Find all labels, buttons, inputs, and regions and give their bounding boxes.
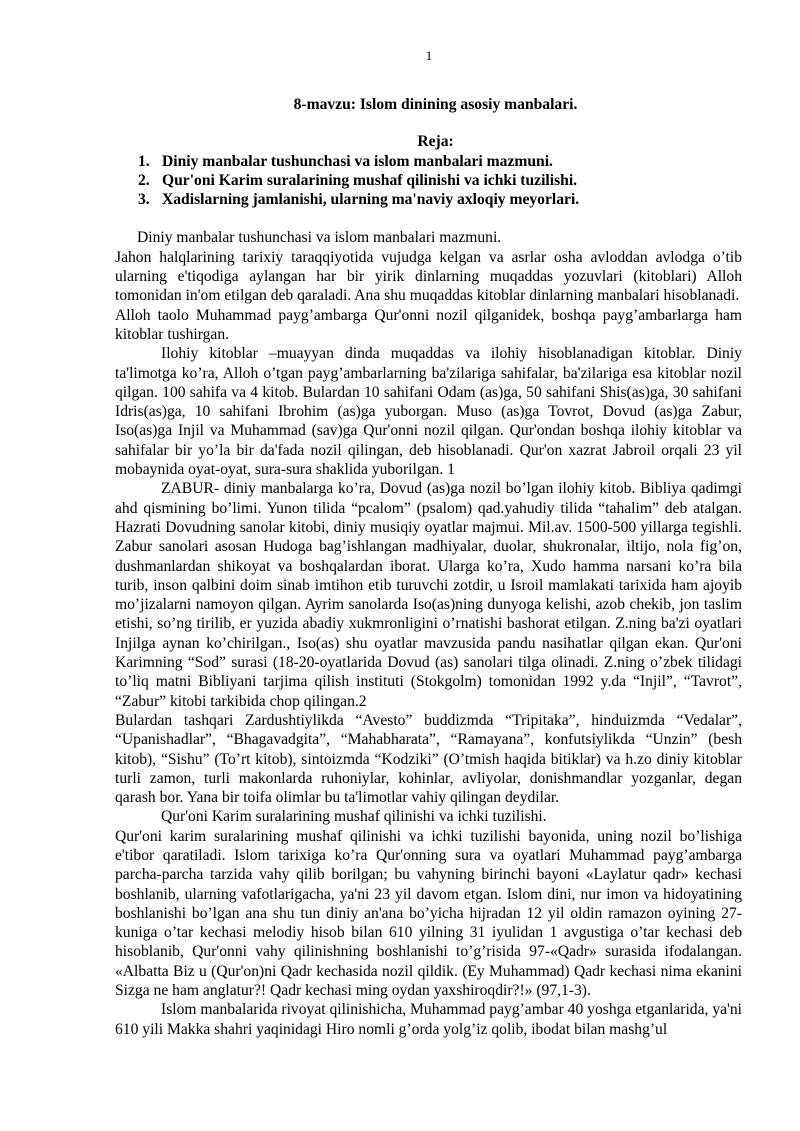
section-heading: Diniy manbalar tushunchasi va islom manbalari mazmuni. <box>137 229 502 247</box>
topic-title: 8-mavzu: Islom dinining asosiy manbalari. <box>293 96 578 113</box>
plan-item-number: 1. <box>138 152 150 170</box>
body-paragraph: Ilohiy kitoblar –muayyan dinda muqaddas va ilohiy hisoblanadigan kitoblar. Diniy ta'limotga ko’ra, Alloh o’tgan payg’ambarlarning ba'zilariga sahifalar, ba'zilariga esa kitoblar nozil qilgan. 100 sahifa va 4 kitob. Bulardan 10 sahifani Odam (as)ga, 50 sahifani Shis(as)ga, 30 sahifani Idris(as)ga, 10 sahifani Ibrohim (as)ga yuborgan. Muso (as)ga Tovrot, Dovud (as)ga Zabur, Iso(as)ga Injil va Muhammad (sav)ga Qur'onni nozil qilgan. Qur'ondan boshqa ilohiy kitoblar va sahifalar bir yo’la bir da'fada nozil qilingan, deb hisoblanadi. Qur'on xazrat Jabroil orqali 23 yil mobaynida oyat-oyat, sura-sura shaklida yuborilgan. 1 <box>115 345 742 479</box>
plan-item-text: Xadislarning jamlanishi, ularning ma'naviy axloqiy meyorlari. <box>162 191 580 209</box>
body-paragraph: Alloh taolo Muhammad payg’ambarga Qur'onni nozil qilganidek, boshqa payg’ambarlarga ham kitoblar tushirgan. <box>115 306 742 343</box>
section-heading: Qur'oni Karim suralarining mushaf qilinishi va ichki tuzilishi. <box>161 808 547 826</box>
page-number: 1 <box>425 48 433 63</box>
plan-item-number: 3. <box>138 191 150 209</box>
plan-item-text: Diniy manbalar tushunchasi va islom manbalari mazmuni. <box>162 152 553 170</box>
plan-item-text: Qur'oni Karim suralarining mushaf qilinishi va ichki tuzilishi. <box>162 171 578 189</box>
plan-item-number: 2. <box>138 171 150 189</box>
plan-item <box>115 152 742 171</box>
document-body <box>115 95 742 1039</box>
body-paragraph: Bulardan tashqari Zardushtiylikda “Avesto” buddizmda “Tripitaka”, hinduizmda “Vedalar”, “Upanishadlar”, “Bhagavadgita”, “Mahabharata”, “Ramayana”, konfutsiylikda “Unzin” (besh kitob), “Sishu” (To’rt kitob), sintoizmda “Kodziki” (O’tmish haqida bitiklar) va h.zo diniy kitoblar turli zamon, turli makonlarda ruhoniylar, kohinlar, avliyolar, donishmandlar yozganlar, degan qarash bor. Yana bir toifa olimlar bu ta'limotlar vahiy qilingan deydilar. <box>115 711 742 807</box>
plan-list <box>115 152 742 210</box>
plan-item <box>115 171 742 190</box>
plan-heading: Reja: <box>417 133 454 151</box>
body-paragraph: Qur'oni karim suralarining mushaf qilinishi va ichki tuzilishi bayonida, uning nozil bo’lishiga e'tibor qaratiladi. Islom tarixiga ko’ra Qur'onning sura va oyatlari Muhammad payg’ambarga parcha-parcha tarzida vahy qilib borilgan; bu vahyning birinchi bayoni «Laylatur qadr» kechasi boshlanib, ularning vafotlarigacha, ya'ni 23 yil davom etgan. Islom dini, nur imon va hidoyatining boshlanishi bo’lgan ana shu tun diniy an'ana bo’yicha hijradan 12 yil oldin ramazon oyining 27-kuniga o’tar kechasi melodiy hisob bilan 610 yilning 31 iyulidan 1 avgustiga o’tar kechasi deb hisoblanib, Qur'onni vahy qilinishning boshlanishi to’g’risida 97-«Qadr» surasida ifodalangan. «Albatta Biz u (Qur'on)ni Qadr kechasida nozil qildik. (Ey Muhammad) Qadr kechasi nima ekanini Sizga ne ham anglatur?! Qadr kechasi ming oydan yaxshiroqdir?!» (97,1-3). <box>115 827 742 1000</box>
body-paragraph: Islom manbalarida rivoyat qilinishicha, Muhammad payg’ambar 40 yoshga etganlarida, ya'ni 610 yili Makka shahri yaqinidagi Hiro nomli g’orda yolg’iz qolib, ibodat bilan mashg’ul <box>115 1001 742 1038</box>
body-paragraph: ZABUR- diniy manbalarga ko’ra, Dovud (as)ga nozil bo’lgan ilohiy kitob. Bibliya qadimgi ahd qismining bo’limi. Yunon tilida “pcalom” (psalom) qad.yahudiy tilida “tahalim” deb atalgan. Hazrati Dovudning sanolar kitobi, diniy musiqiy oyatlar majmui. Mil.av. 1500-500 yillarga tegishli. Zabur sanolari asosan Hudoga bag’ishlangan madhiyalar, duolar, shukronalar, iltijo, nola fig’on, dushmanlardan shikoyat va boshqalardan iborat. Ularga ko’ra, Xudo hamma narsani ko’ra bila turib, inson qalbini doim sinab imtihon etib turuvchi zotdir, u Isroil mamlakati tarixida ham ajoyib mo’jizalarni namoyon qilgan. Ayrim sanolarda Iso(as)ning dunyoga kelishi, azob chekib, jon taslim etishi, so’ng tirilib, er yuzida abadiy xukmronligini o’rnatishi bashorat etilgan. Z.ning ba'zi oyatlari Injilga aynan ko’chirilgan., Iso(as) shu oyatlar mavzusida pandu nasihatlar qilgan ekan. Qur'oni Karimning “Sod” surasi (18-20-oyatlarida Dovud (as) sanolari tilga olinadi. Z.ning o’zbek tilidagi to’liq matni Bibliyani tarjima qilish instituti (Stokgolm) tomonidan 1992 y.da “Injil”, “Tavrot”, “Zabur” kitobi tarkibida chop qilingan.2 <box>115 480 742 710</box>
plan-item <box>115 190 742 209</box>
body-paragraph: Jahon halqlarining tarixiy taraqqiyotida vujudga kelgan va asrlar osha avloddan avlodga o’tib ularning e'tiqodiga aylangan har bir yirik dinlarning muqaddas yozuvlari (kitoblari) Alloh tomonidan in'om etilgan deb qaraladi. Ana shu muqaddas kitoblar dinlarning manbalari hisoblanadi. <box>115 248 742 305</box>
